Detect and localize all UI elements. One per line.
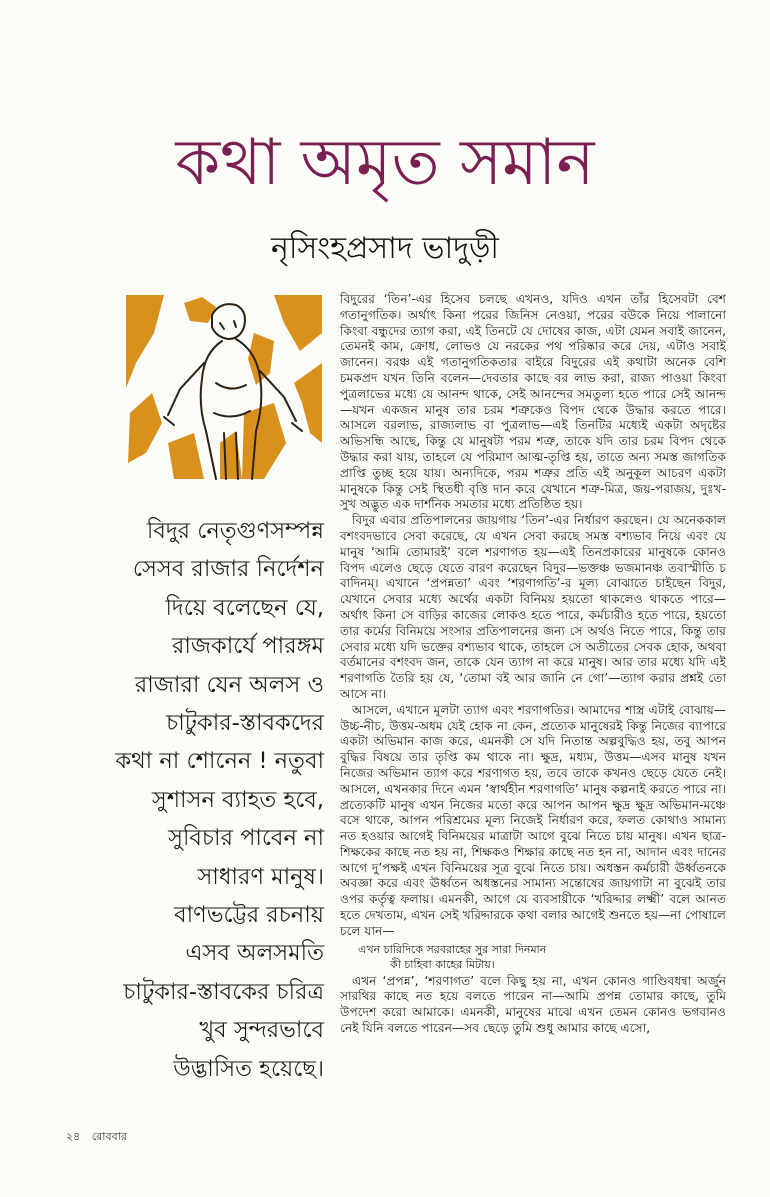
article-title: কথা অমৃত সমান: [175, 126, 595, 200]
pull-quote: [64, 512, 324, 1088]
pull-quote-line: সুশাসন ব্যাহত হবে,: [151, 786, 324, 813]
page-number: ২৪: [66, 1130, 81, 1143]
article-paragraph: এখন ‘প্রপন্ন’, ‘শরণাগত’ বলে কিছু হয় না, এখন কোনও গাণ্ডিবধন্বা অর্জুন সারথির কাছে নত হয়ে বলতে পারেন না—আমি প্রপন্ন তোমার কাছে, তুমি উপদেশ করো আমাকে। এমনকী, মানুষের মাঝে এখন তেমন কোনও ভগবানও নেই যিনি বলতে পারেন—সব ছেড়ে তুমি শুধু আমার কাছে এসো,: [340, 973, 726, 1036]
pull-quote-line: রাজারা যেন অলস ও: [134, 671, 324, 698]
pull-quote-line: খুব সুন্দরভাবে: [199, 1017, 324, 1044]
article-paragraph: বিদুর এবার প্রতিপালনের জায়গায় ‘তিন’-এর নির্ধারণ করছেন। যে অনেককাল বশংবদভাবে সেবা করেছে, যে এখন সেবা করছে সমস্ত বশ্যভাব নিয়ে এবং যে মানুষ ‘আমি তোমারই’ বলে শরণাগত হয়—এই তিনপ্রকারের মানুষকে কোনও বিপদ এলেও ছেড়ে যেতে বারণ করেছেন বিদুর—ভক্তঞ্চ ভজমানঞ্চ তবাস্মীতি চ বাদিনম্। এখানে ‘প্রপন্নতা’ এবং ‘শরণাগতি’-র মূল্য বোঝাতে চাইছেন বিদুর, যেখানে সেবার মধ্যে অর্থের একটা বিনিময় হয়তো থাকলেও থাকতে পারে—অর্থাৎ কিনা সে বাড়ির কাজের লোকও হতে পারে, কর্মচারীও হতে পারে, হয়তো তার কর্মের বিনিময়ে সংসার প্রতিপালনের জন্য সে অর্থও নিতে পারে, কিন্তু তার সেবার মধ্যে যদি ভক্তের বশ্যভাব থাকে, তাহলে সে অতীতের সেবক হোক, অথবা বর্তমানের বশংবদ জন, তাকে যেন ত্যাগ না করে মানুষ। আর তার মধ্যে যদি এই শরণাগতি তৈরি হয় যে, ‘তোমা বই আর জানি নে গো’—ত্যাগ করার প্রশ্নই তো আসে না।: [340, 513, 726, 701]
pull-quote-line: রাজকার্যে পারঙ্গম: [171, 633, 324, 660]
article-body: [340, 292, 726, 1037]
pull-quote-line: সুবিচার পাবেন না: [168, 825, 324, 852]
pull-quote-line: সেসব রাজার নির্দেশন: [132, 556, 324, 583]
pull-quote-line: বিদুর নেতৃগুণসম্পন্ন: [146, 518, 324, 544]
sage-illustration-icon: [124, 293, 324, 480]
author-byline: নৃসিংহপ্রসাদ ভাদুড়ী: [270, 231, 499, 266]
pull-quote-line: দিয়ে বলেছেন যে,: [165, 594, 324, 621]
pull-quote-line: উদ্ভাসিত হয়েছে।: [173, 1055, 324, 1082]
article-paragraph: বিদুরের ‘তিন’-এর হিসেব চলছে এখনও, যদিও এখন তাঁর হিসেবটা বেশ গতানুগতিক। অর্থাৎ কিনা পরের জিনিস নেওয়া, পরের বউকে নিয়ে পালানো কিংবা বন্ধুদের ত্যাগ করা, এই তিনটে যে দোষের কাজ, এটা যেমন সবাই জানেন, তেমনই কাম, ক্রোধ, লোভও যে নরকের পথ পরিষ্কার করে দেয়, এটাও সবাই জানেন। বরঞ্চ এই গতানুগতিকতার বাইরে বিদুরের এই কথাটা অনেক বেশি চমকপ্রদ যখন তিনি বলেন—দেবতার কাছে বর লাভ করা, রাজ্য পাওয়া কিংবা পুত্রলাভের মধ্যে যে আনন্দ থাকে, সেই আনন্দের সমতুল্য হতে পারে সেই আনন্দ—যখন একজন মানুষ তার চরম শত্রুকেও বিপদ থেকে উদ্ধার করতে পারে। আসলে বরলাভ, রাজ্যলাভ বা পুত্রলাভ—এই তিনটির মধ্যেই একটা অদৃষ্টের অভিসন্ধি আছে, কিন্তু যে মানুষটা পরম শত্রু, তাকে যদি তার চরম বিপদ থেকে উদ্ধার করা যায়, তাহলে যে পরিমাণ আত্ম-তৃপ্তি হয়, তাতে অন্য সমস্ত জাগতিক প্রাপ্তি তুচ্ছ হয়ে যায়। অন্যদিকে, পরম শত্রুর প্রতি এই অনুকূল আচরণ একটা মানুষকে কিন্তু সেই স্থিতধী বৃত্তি দান করে যেখানে শত্রু-মিত্র, জয়-পরাজয়, দুঃখ-সুখ অদ্ভুত এক দার্শনিক সমতার মধ্যে প্রতিষ্ঠিত হয়।: [340, 292, 726, 512]
article-paragraph: আসলে, এখানে মূলটা ত্যাগ এবং শরণাগতির। আমাদের শাস্ত্র এটাই বোঝায়—উচ্চ-নীচ, উত্তম-অধম যেই হোক না কেন, প্রত্যেক মানুষেরই কিন্তু নিজের ব্যাপারে একটা অভিমান কাজ করে, এমনকী সে যদি নিতান্ত অল্পবুদ্ধিও হয়, তবু আপন বুদ্ধির বিষয়ে তার তৃপ্তি কম থাকে না। ক্ষুদ্র, মধ্যম, উত্তম—এসব মানুষ যখন নিজের অভিমান ত্যাগ করে শরণাগত হয়, তবে তাকে কখনও ছেড়ে যেতে নেই। আসলে, এখনকার দিনে এমন ‘স্বার্থহীন শরণাগতি’ মানুষ কল্পনাই করতে পারে না। প্রত্যেকটি মানুষ এখন নিজের মতো করে আপন আপন ক্ষুদ্র ক্ষুদ্র অভিমান-মঞ্চে বসে থাকে, আপন পরিশ্রমের মূল্য নিজেই নির্ধারণ করে, ফলত কোথাও সামান্য নত হওয়ার আগেই বিনিময়ের মাত্রাটা আগে বুঝে নিতে চায় মানুষ। এখন ছাত্র-শিক্ষকের কাছে নত হয় না, শিক্ষকও শিক্ষার কাছে নত হন না, আদান এবং দানের আগে দু’পক্ষই এখন বিনিময়ের সূত্র বুঝে নিতে চায়। অধস্তন কর্মচারী ঊর্ধ্বতনকে অবজ্ঞা করে এবং ঊর্ধ্বতন অধস্তনের সামান্য সন্তোষের জায়গাটা না বুঝেই তার ওপর কর্তৃত্ব ফলায়। এমনকী, আগে যে ব্যবসায়ীকে ‘খরিদ্দার লক্ষ্মী’ বলে আনত হতে দেখতাম, এখন সেই খরিদ্দারকে কথা বলার আগেই শুনতে হয়—না পোষালে চলে যান—: [340, 702, 726, 938]
page-footer: [66, 1128, 127, 1147]
pull-quote-line: বাণভট্টের রচনায়: [174, 902, 324, 929]
pull-quote-line: চাটুকার-স্তাবকের চরিত্র: [123, 978, 324, 1005]
pull-quote-line: কথা না শোনেন ! নতুবা: [115, 748, 324, 775]
magazine-name: রোববার: [91, 1130, 127, 1143]
poem-line: কী চাহিবা কাহের মিটায়।: [390, 957, 495, 971]
pull-quote-line: সাধারণ মানুষ।: [197, 863, 324, 890]
pull-quote-line: চাটুকার-স্তাবকদের: [166, 710, 324, 737]
poem-line: এখন চারিদিকে সরবরাহের সুর সারা দিনমান: [358, 942, 547, 956]
pull-quote-line: এসব অলসমতি: [185, 940, 324, 967]
poem-quote: [358, 942, 726, 972]
